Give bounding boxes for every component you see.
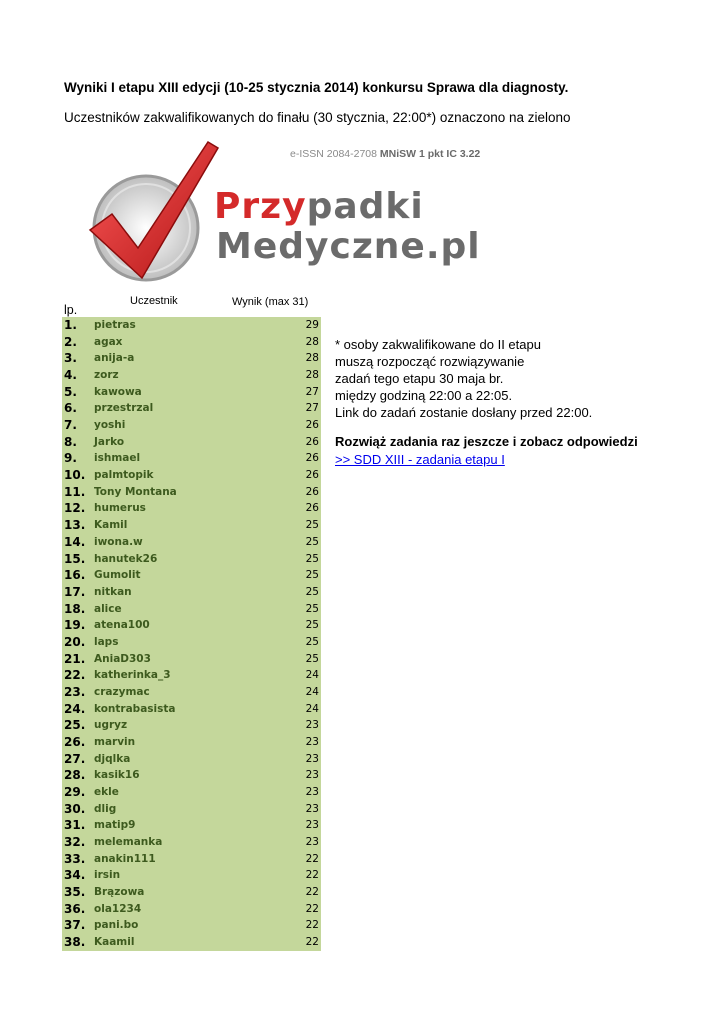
row-score: 24	[305, 702, 319, 715]
issn-rating: MNiSW 1 pkt IC 3.22	[379, 148, 481, 160]
row-rank: 9.	[64, 451, 77, 466]
row-score: 22	[305, 919, 319, 932]
row-rank: 34.	[64, 868, 86, 883]
row-participant: ekle	[94, 786, 119, 799]
row-score: 23	[305, 802, 319, 815]
row-participant: djqlka	[94, 752, 131, 765]
row-participant: kasik16	[94, 769, 140, 782]
page-title: Wyniki I etapu XIII edycji (10-25 stycznia 2014) konkursu Sprawa dla diagnosty.	[64, 80, 569, 95]
row-participant: Gumolit	[94, 569, 141, 582]
row-rank: 17.	[64, 584, 86, 599]
row-score: 23	[305, 786, 319, 799]
row-rank: 37.	[64, 918, 86, 933]
row-rank: 3.	[64, 351, 77, 366]
row-participant: iwona.w	[94, 535, 143, 548]
row-score: 25	[305, 519, 319, 532]
row-rank: 25.	[64, 718, 86, 733]
row-rank: 4.	[64, 368, 77, 383]
row-score: 27	[305, 402, 319, 415]
row-participant: irsin	[94, 869, 121, 882]
table-row	[62, 617, 321, 634]
row-score: 29	[305, 319, 319, 331]
row-participant: dlig	[94, 802, 117, 815]
row-participant: ola1234	[94, 902, 142, 915]
row-rank: 1.	[64, 318, 77, 332]
table-row	[62, 350, 321, 367]
row-rank: 22.	[64, 668, 86, 683]
table-row	[62, 667, 321, 684]
row-score: 26	[305, 485, 319, 498]
row-score: 23	[305, 769, 319, 782]
table-row	[62, 901, 321, 918]
table-row	[62, 450, 321, 467]
row-score: 25	[305, 569, 319, 582]
table-row	[62, 767, 321, 784]
row-score: 27	[305, 385, 319, 398]
row-participant: alice	[94, 602, 122, 615]
note-line: zadań tego etapu 30 maja br.	[335, 371, 504, 386]
row-rank: 38.	[64, 935, 86, 950]
row-rank: 6.	[64, 401, 77, 416]
table-row	[62, 601, 321, 618]
row-rank: 35.	[64, 885, 86, 900]
table-row	[62, 500, 321, 517]
table-row	[62, 584, 321, 601]
row-participant: kawowa	[94, 385, 142, 398]
table-row	[62, 434, 321, 451]
row-score: 23	[305, 719, 319, 732]
row-score: 23	[305, 819, 319, 832]
row-score: 25	[305, 635, 319, 648]
table-row	[62, 317, 321, 334]
table-row	[62, 934, 321, 951]
row-participant: przestrzal	[94, 402, 154, 415]
row-rank: 19.	[64, 618, 86, 633]
checkmark-icon	[84, 138, 224, 288]
column-header-lp: lp.	[64, 303, 78, 317]
row-score: 25	[305, 585, 319, 598]
row-rank: 36.	[64, 901, 86, 916]
table-row	[62, 484, 321, 501]
table-row	[62, 651, 321, 668]
row-score: 25	[305, 619, 319, 632]
table-row	[62, 684, 321, 701]
row-participant: laps	[94, 635, 119, 648]
column-header-participant: Uczestnik	[130, 295, 178, 307]
row-score: 22	[305, 869, 319, 882]
row-participant: zorz	[94, 369, 119, 382]
row-rank: 26.	[64, 735, 86, 749]
table-row	[62, 784, 321, 801]
row-rank: 32.	[64, 835, 86, 850]
row-participant: Kamil	[94, 519, 128, 532]
row-score: 25	[305, 652, 319, 665]
qualification-note	[335, 336, 592, 421]
row-score: 26	[305, 452, 319, 465]
row-participant: hanutek26	[94, 552, 158, 565]
table-row	[62, 701, 321, 718]
row-rank: 29.	[64, 785, 86, 800]
row-participant: pani.bo	[94, 919, 139, 932]
row-score: 25	[305, 535, 319, 548]
row-rank: 14.	[64, 534, 86, 549]
row-score: 22	[305, 852, 319, 865]
issn-number: e-ISSN 2084-2708	[290, 148, 377, 160]
row-participant: melemanka	[94, 836, 163, 849]
row-score: 22	[305, 936, 319, 949]
row-score: 22	[305, 886, 319, 899]
row-participant: Kaamil	[94, 936, 135, 949]
table-row	[62, 384, 321, 401]
table-row	[62, 634, 321, 651]
table-row	[62, 467, 321, 484]
row-rank: 20.	[64, 634, 86, 649]
row-participant: ishmael	[94, 452, 141, 465]
solve-again-heading: Rozwiąż zadania raz jeszcze i zobacz odpowiedzi	[335, 434, 638, 449]
row-rank: 31.	[64, 818, 86, 833]
row-score: 28	[305, 369, 319, 382]
row-participant: agax	[94, 335, 123, 348]
table-row	[62, 834, 321, 851]
row-rank: 18.	[64, 601, 86, 616]
note-line: Link do zadań zostanie dosłany przed 22:00.	[335, 405, 593, 420]
row-score: 23	[305, 736, 319, 748]
row-participant: crazymac	[94, 685, 150, 698]
row-participant: Jarko	[94, 435, 125, 448]
row-rank: 27.	[64, 751, 86, 766]
row-rank: 21.	[64, 651, 86, 666]
table-row	[62, 534, 321, 551]
table-row	[62, 817, 321, 834]
row-participant: pietras	[94, 319, 136, 331]
row-rank: 11.	[64, 484, 86, 499]
table-row	[62, 734, 321, 751]
row-rank: 7.	[64, 418, 77, 433]
row-score: 26	[305, 469, 319, 482]
row-score: 26	[305, 502, 319, 515]
row-score: 25	[305, 552, 319, 565]
table-row	[62, 334, 321, 351]
row-score: 25	[305, 602, 319, 615]
table-row	[62, 400, 321, 417]
note-line: muszą rozpocząć rozwiązywanie	[335, 354, 525, 369]
row-rank: 28.	[64, 768, 86, 783]
row-rank: 13.	[64, 518, 86, 533]
note-line: między godziną 22:00 a 22:05.	[335, 388, 513, 403]
row-score: 26	[305, 419, 319, 432]
row-participant: kontrabasista	[94, 702, 176, 715]
row-participant: anija-a	[94, 352, 135, 365]
row-rank: 30.	[64, 801, 86, 816]
row-rank: 12.	[64, 501, 86, 516]
row-rank: 15.	[64, 551, 86, 566]
table-row	[62, 367, 321, 384]
row-score: 28	[305, 352, 319, 365]
row-participant: atena100	[94, 619, 150, 632]
results-table	[62, 317, 321, 951]
row-rank: 33.	[64, 851, 86, 866]
logo-text-przypadki: Przypadki	[214, 186, 424, 227]
table-row	[62, 517, 321, 534]
row-score: 24	[305, 669, 319, 682]
table-row	[62, 567, 321, 584]
logo-text-medyczne: Medyczne.pl	[216, 226, 481, 267]
note-line: * osoby zakwalifikowane do II etapu	[335, 337, 541, 352]
table-row	[62, 417, 321, 434]
row-score: 23	[305, 752, 319, 765]
table-row	[62, 801, 321, 818]
page-subtitle: Uczestników zakwalifikowanych do finału (30 stycznia, 22:00*) oznaczono na zielono	[64, 110, 571, 125]
row-score: 28	[305, 335, 319, 348]
row-participant: yoshi	[94, 419, 126, 432]
row-score: 22	[305, 902, 319, 915]
row-rank: 2.	[64, 334, 77, 349]
row-participant: Brązowa	[94, 886, 145, 899]
row-participant: humerus	[94, 502, 146, 515]
row-participant: marvin	[94, 736, 136, 748]
row-score: 26	[305, 435, 319, 448]
row-participant: katherinka_3	[94, 669, 171, 682]
row-participant: Tony Montana	[94, 485, 177, 498]
table-row	[62, 551, 321, 568]
row-participant: nitkan	[94, 585, 132, 598]
row-participant: matip9	[94, 819, 136, 832]
row-rank: 24.	[64, 701, 86, 716]
row-score: 23	[305, 836, 319, 849]
row-rank: 5.	[64, 384, 77, 399]
row-score: 24	[305, 685, 319, 698]
row-participant: AniaD303	[94, 652, 151, 665]
tasks-link[interactable]: >> SDD XIII - zadania etapu I	[335, 452, 505, 467]
table-row	[62, 917, 321, 934]
row-participant: ugryz	[94, 719, 128, 732]
table-row	[62, 751, 321, 768]
row-participant: anakin111	[94, 852, 156, 865]
table-row	[62, 851, 321, 868]
table-row	[62, 884, 321, 901]
row-rank: 8.	[64, 434, 77, 449]
table-row	[62, 717, 321, 734]
row-rank: 23.	[64, 684, 86, 699]
row-rank: 10.	[64, 468, 86, 483]
row-participant: palmtopik	[94, 469, 154, 482]
row-rank: 16.	[64, 568, 86, 583]
przypadki-medyczne-logo	[84, 138, 484, 288]
column-header-score: Wynik (max 31)	[232, 296, 309, 308]
table-row	[62, 867, 321, 884]
